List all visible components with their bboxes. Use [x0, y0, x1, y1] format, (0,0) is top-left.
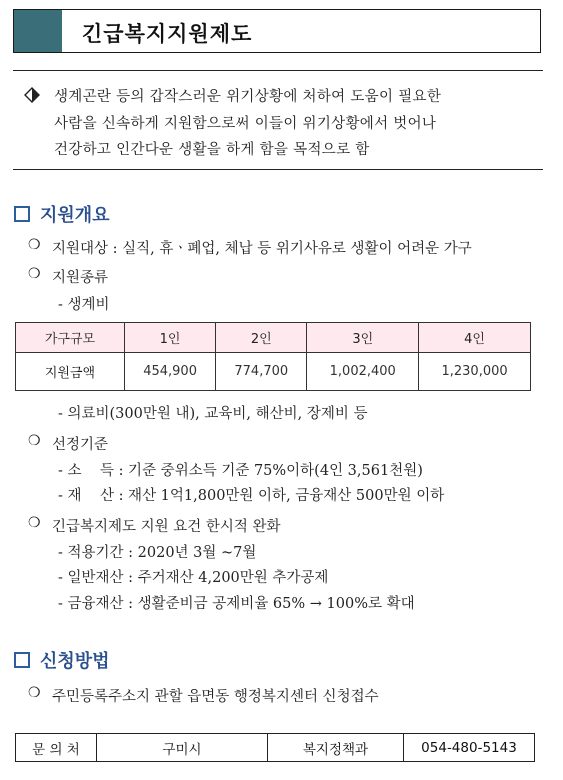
table-cell: 454,900 [125, 353, 216, 391]
table-header-cell: 4인 [419, 323, 531, 353]
application-period: - 적용기간 : 2020년 3월 ~7월 [58, 545, 257, 561]
support-types-label: 지원종류 [52, 270, 109, 286]
contact-department: 복지정책과 [268, 734, 404, 762]
circle-bullet-icon: ❍ [28, 266, 41, 282]
purpose-line-1: 생계곤란 등의 갑작스러운 위기상황에 처하여 도움이 필요한 [54, 89, 442, 105]
circle-bullet-icon: ❍ [28, 685, 41, 701]
title-bar [13, 9, 541, 53]
other-support-items: - 의료비(300만원 내), 교육비, 해산비, 장제비 등 [58, 406, 368, 422]
purpose-line-3: 건강하고 인간다운 생활을 하게 함을 목적으로 함 [54, 142, 370, 158]
square-box-icon [14, 206, 30, 222]
support-amount-table [15, 322, 531, 391]
relaxation-label: 긴급복지제도 지원 요건 한시적 완화 [52, 519, 281, 535]
contact-city: 구미시 [97, 734, 268, 762]
application-method: 주민등록주소지 관할 읍면동 행정복지센터 신청접수 [52, 689, 379, 705]
table-cell: 1,002,400 [307, 353, 419, 391]
table-header-cell: 3인 [307, 323, 419, 353]
table-cell: 774,700 [216, 353, 307, 391]
square-box-icon [14, 652, 30, 668]
contact-label: 문 의 처 [16, 734, 97, 762]
circle-bullet-icon: ❍ [28, 433, 41, 449]
purpose-bottom-rule [13, 169, 543, 170]
purpose-top-rule [13, 70, 543, 71]
support-target: 지원대상 : 실직, 휴ㆍ폐업, 체납 등 위기사유로 생활이 어려운 가구 [52, 241, 472, 257]
income-criteria: - 소 득 : 기준 중위소득 기준 75%이하(4인 3,561천원) [58, 463, 423, 479]
criteria-label: 선정기준 [52, 437, 109, 453]
general-assets-rule: - 일반재산 : 주거재산 4,200만원 추가공제 [58, 570, 329, 586]
section-heading-overview: 지원개요 [40, 205, 110, 226]
table-header-cell: 가구규모 [16, 323, 125, 353]
contact-table [15, 733, 535, 762]
table-header-cell: 1인 [125, 323, 216, 353]
purpose-line-2: 사람을 신속하게 지원함으로써 이들이 위기상황에서 벗어나 [54, 116, 437, 132]
financial-assets-rule: - 금융재산 : 생활준비금 공제비율 65% → 100%로 확대 [58, 596, 415, 612]
circle-bullet-icon: ❍ [28, 237, 41, 253]
contact-phone: 054-480-5143 [404, 734, 535, 762]
living-cost-label: - 생계비 [58, 297, 110, 313]
asset-criteria: - 재 산 : 재산 1억1,800만원 이하, 금융재산 500만원 이하 [58, 488, 445, 504]
table-row [16, 734, 535, 762]
table-row [16, 353, 531, 391]
table-header-cell: 2인 [216, 323, 307, 353]
title-accent-block [14, 10, 62, 52]
circle-bullet-icon: ❍ [28, 515, 41, 531]
section-heading-application: 신청방법 [40, 651, 110, 672]
table-row-label: 지원금액 [16, 353, 125, 391]
table-cell: 1,230,000 [419, 353, 531, 391]
diamond-arrow-icon [23, 86, 41, 104]
page-title: 긴급복지지원제도 [82, 22, 253, 46]
table-header-row [16, 323, 531, 353]
